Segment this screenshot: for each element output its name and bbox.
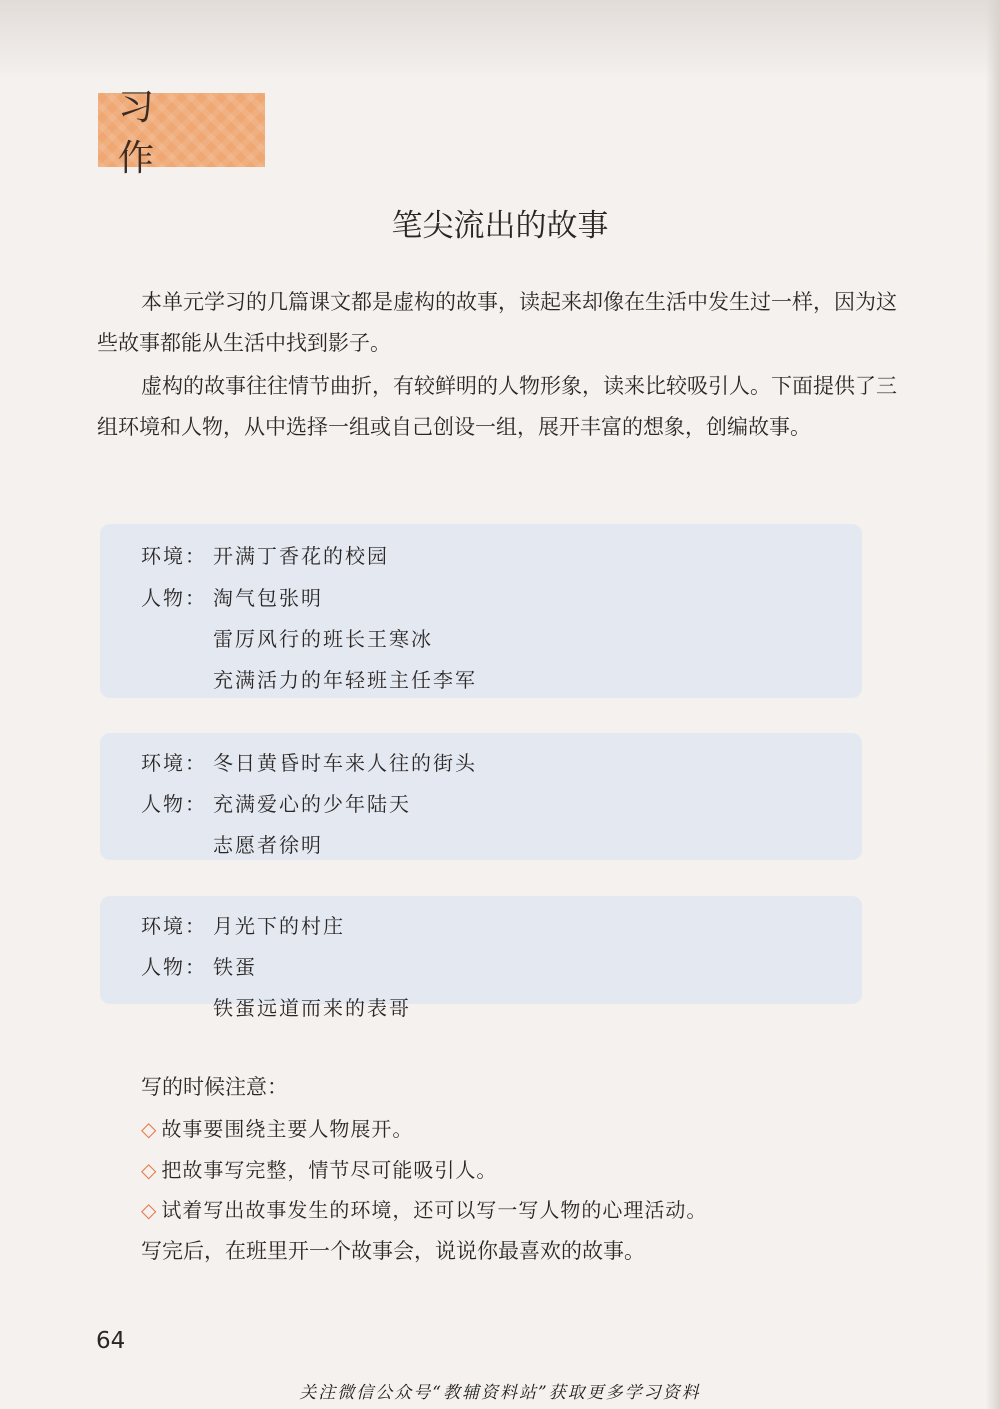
scenario-2-environment (141, 747, 477, 776)
section-badge-label: 习 作 (118, 87, 181, 179)
footer-watermark: 关注微信公众号“教辅资料站”获取更多学习资料 (299, 1383, 701, 1403)
intro-paragraph-2: 虚构的故事往往情节曲折，有较鲜明的人物形象，读来比较吸引人。下面提供了三组环境和人物，从中选择一组或自己创设一组，展开丰富的想象，创编故事。 (97, 374, 897, 439)
page-number: 64 (96, 1328, 126, 1354)
environment-label: 环境： (141, 544, 207, 568)
scenario-2-characters (141, 788, 411, 817)
tip-text: 把故事写完整，情节尽可能吸引人。 (161, 1158, 498, 1182)
character-item: 充满活力的年轻班主任李军 (213, 668, 477, 692)
diamond-icon: ◇ (141, 1198, 158, 1222)
closing-sentence: 写完后，在班里开一个故事会，说说你最喜欢的故事。 (141, 1239, 645, 1263)
characters-label: 人物： (141, 792, 207, 816)
scenario-3-environment (141, 910, 345, 939)
character-item: 志愿者徐明 (213, 833, 323, 857)
character-item: 雷厉风行的班长王寒冰 (213, 627, 433, 651)
scenario-3-characters (141, 951, 257, 980)
tip-item-1 (141, 1113, 413, 1142)
tip-text: 故事要围绕主要人物展开。 (161, 1117, 414, 1141)
environment-value: 月光下的村庄 (213, 914, 345, 938)
diamond-icon: ◇ (141, 1158, 158, 1182)
section-badge (98, 87, 265, 179)
tips-heading: 写的时候注意： (141, 1075, 288, 1099)
environment-label: 环境： (141, 751, 207, 775)
environment-value: 开满丁香花的校园 (213, 544, 389, 568)
character-item: 充满爱心的少年陆天 (213, 792, 411, 816)
tip-item-3 (141, 1194, 707, 1223)
tip-text: 试着写出故事发生的环境，还可以写一写人物的心理活动。 (161, 1198, 708, 1222)
intro-paragraph-1: 本单元学习的几篇课文都是虚构的故事，读起来却像在生活中发生过一样，因为这些故事都能从生活中找到影子。 (97, 290, 897, 355)
character-item: 铁蛋 (213, 955, 257, 979)
scenario-1-characters (141, 582, 323, 611)
diamond-icon: ◇ (141, 1117, 158, 1141)
environment-label: 环境： (141, 914, 207, 938)
tip-item-2 (141, 1154, 497, 1183)
character-item: 淘气包张明 (213, 586, 323, 610)
page-top-shadow (0, 0, 1000, 80)
characters-label: 人物： (141, 955, 207, 979)
environment-value: 冬日黄昏时车来人往的街头 (213, 751, 477, 775)
scenario-1-environment (141, 540, 389, 569)
page-title: 笔尖流出的故事 (391, 208, 609, 244)
characters-label: 人物： (141, 586, 207, 610)
character-item: 铁蛋远道而来的表哥 (213, 996, 411, 1020)
